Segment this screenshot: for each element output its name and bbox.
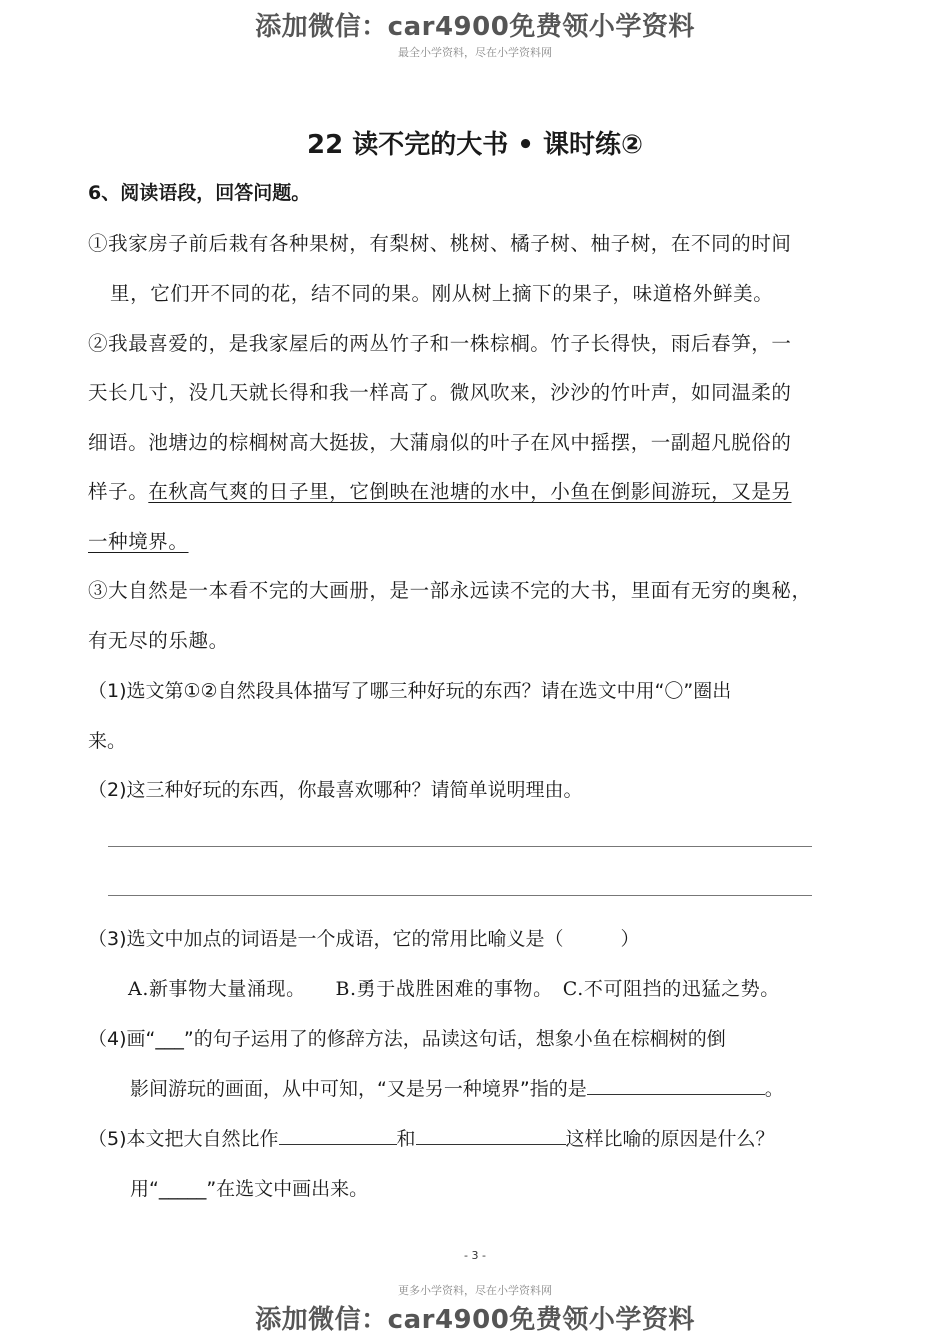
underlined-sentence-part1: 在秋高气爽的日子里，它倒映在池塘的水中，小鱼在倒影间游玩，又是另	[148, 480, 792, 503]
question-2: （2)这三种好玩的东西，你最喜欢哪种？请简单说明理由。	[88, 779, 583, 801]
passage-p1-line1: ①我家房子前后栽有各种果树，有梨树、桃树、橘子树、柚子树，在不同的时间	[88, 232, 792, 255]
answer-line-1[interactable]	[108, 846, 812, 847]
answer-blank-q5-b[interactable]	[416, 1126, 566, 1145]
answer-blank-q5-a[interactable]	[279, 1126, 397, 1145]
question-5-text-a: （5)本文把大自然比作	[88, 1128, 279, 1150]
question-heading: 6、阅读语段，回答问题。	[88, 182, 311, 204]
question-5-line1	[88, 1124, 775, 1151]
question-3: （3)选文中加点的词语是一个成语，它的常用比喻义是（ ）	[88, 928, 640, 950]
question-4-line2	[130, 1074, 784, 1101]
watermark-bottom: 添加微信：car4900免费领小学资料	[255, 1305, 695, 1335]
answer-blank-q4[interactable]	[587, 1076, 765, 1095]
question-4-line2-end: 。	[764, 1078, 784, 1100]
passage-p2-line2: 天长几寸，没几天就长得和我一样高了。微风吹来，沙沙的竹叶声，如同温柔的	[88, 381, 792, 404]
question-5-line2: 用“_____”在选文中画出来。	[130, 1178, 369, 1200]
passage-p3-line2: 有无尽的乐趣。	[88, 629, 229, 652]
passage-p3-line1: ③大自然是一本看不完的大画册，是一部永远读不完的大书，里面有无穷的奥秘，	[88, 579, 812, 602]
watermark-top-subtext: 最全小学资料，尽在小学资料网	[398, 46, 552, 59]
question-1-line2: 来。	[88, 730, 127, 752]
question-4-line2-text: 影间游玩的画面，从中可知，“又是另一种境界”指的是	[130, 1078, 587, 1100]
passage-p2-line1: ②我最喜爱的，是我家屋后的两丛竹子和一株棕榈。竹子长得快，雨后春笋，一	[88, 332, 792, 355]
watermark-bottom-subtext: 更多小学资料，尽在小学资料网	[398, 1284, 552, 1297]
page-title: 22 读不完的大书 • 课时练②	[307, 130, 643, 160]
page-number: - 3 -	[464, 1249, 486, 1262]
question-5-text-c: 这样比喻的原因是什么？	[565, 1128, 775, 1150]
question-3-options: A.新事物大量涌现。 B.勇于战胜困难的事物。 C.不可阻挡的迅猛之势。	[128, 978, 780, 1000]
question-5-text-b: 和	[396, 1128, 416, 1150]
answer-line-2[interactable]	[108, 895, 812, 896]
watermark-top: 添加微信：car4900免费领小学资料	[255, 12, 695, 42]
underlined-sentence-part2: 一种境界。	[88, 530, 189, 553]
passage-p1-line2: 里，它们开不同的花，结不同的果。刚从树上摘下的果子，味道格外鲜美。	[110, 282, 774, 305]
passage-p2-line4	[88, 476, 792, 504]
passage-p2-line4-plain: 样子。	[88, 480, 149, 503]
question-1-line1: （1)选文第①②自然段具体描写了哪三种好玩的东西？请在选文中用“〇”圈出	[88, 680, 732, 702]
question-4-line1: （4)画“___”的句子运用了的修辞方法，品读这句话，想象小鱼在棕榈树的倒	[88, 1028, 726, 1050]
passage-p2-line3: 细语。池塘边的棕榈树高大挺拔，大蒲扇似的叶子在风中摇摆，一副超凡脱俗的	[88, 431, 792, 454]
